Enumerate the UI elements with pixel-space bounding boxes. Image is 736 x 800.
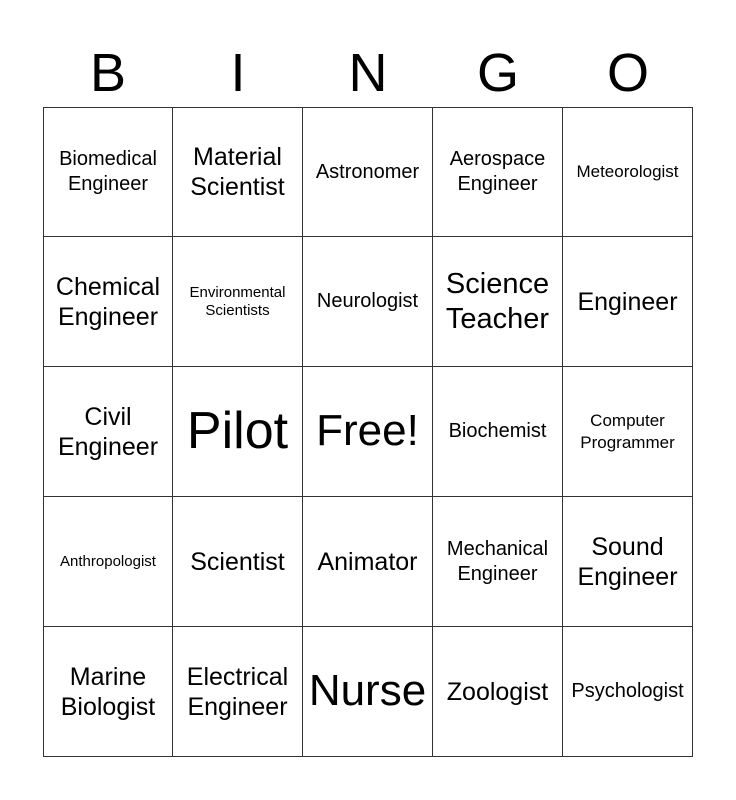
cell-label: Electrical Engineer — [186, 662, 289, 721]
bingo-cell[interactable] — [433, 237, 563, 367]
bingo-cell[interactable] — [303, 237, 433, 367]
header-letter-n: N — [348, 43, 388, 103]
bingo-cell[interactable] — [563, 627, 693, 757]
cell-label: Biomedical Engineer — [59, 148, 157, 195]
bingo-cell[interactable] — [173, 367, 303, 497]
header-letter-g: G — [476, 43, 519, 103]
free-space-cell[interactable] — [303, 367, 433, 497]
header-letter-o: O — [606, 43, 649, 103]
bingo-cell[interactable] — [563, 237, 693, 367]
bingo-cell[interactable] — [43, 237, 173, 367]
cell-label: Astronomer — [315, 160, 420, 183]
cell-label: Animator — [317, 547, 418, 576]
bingo-cell[interactable] — [433, 497, 563, 627]
bingo-cell[interactable] — [173, 497, 303, 627]
cell-label: Computer Programmer — [580, 411, 675, 452]
bingo-cell[interactable] — [563, 107, 693, 237]
bingo-cell[interactable] — [433, 367, 563, 497]
cell-label: Neurologist — [316, 290, 419, 312]
cell-label: Anthropologist — [60, 552, 156, 570]
header-letter-b: B — [89, 43, 127, 103]
bingo-cell[interactable] — [43, 497, 173, 627]
cell-label: Pilot — [186, 401, 289, 460]
cell-label: Scientist — [190, 547, 285, 576]
bingo-cell[interactable] — [43, 367, 173, 497]
bingo-cell[interactable] — [303, 107, 433, 237]
cell-label: Meteorologist — [576, 162, 679, 182]
bingo-cell[interactable] — [43, 107, 173, 237]
cell-label: Psychologist — [571, 680, 684, 702]
cell-label: Environmental Scientists — [189, 284, 286, 319]
cell-label: Free! — [316, 406, 419, 456]
cell-label: Zoologist — [446, 677, 549, 706]
cell-label: Chemical Engineer — [55, 272, 161, 331]
cell-label: Marine Biologist — [60, 662, 156, 721]
cell-label: Biochemist — [448, 420, 547, 442]
bingo-cell[interactable] — [303, 627, 433, 757]
cell-label: Material Scientist — [190, 143, 285, 201]
bingo-cell[interactable] — [43, 627, 173, 757]
cell-label: Sound Engineer — [577, 532, 678, 591]
cell-label: Aerospace Engineer — [449, 148, 546, 195]
bingo-cell[interactable] — [563, 367, 693, 497]
cell-label: Nurse — [308, 666, 427, 716]
header-letter-i: I — [230, 43, 246, 103]
bingo-cell[interactable] — [303, 497, 433, 627]
cell-label: Mechanical Engineer — [446, 537, 549, 585]
bingo-cell[interactable] — [173, 627, 303, 757]
cell-label: Science Teacher — [445, 267, 550, 335]
bingo-cell[interactable] — [173, 107, 303, 237]
bingo-cell[interactable] — [563, 497, 693, 627]
bingo-header — [43, 40, 693, 106]
cell-label: Civil Engineer — [57, 402, 159, 461]
cell-label: Engineer — [577, 287, 678, 316]
bingo-board — [43, 107, 693, 757]
bingo-cell[interactable] — [433, 627, 563, 757]
bingo-cell[interactable] — [173, 237, 303, 367]
bingo-cell[interactable] — [433, 107, 563, 237]
